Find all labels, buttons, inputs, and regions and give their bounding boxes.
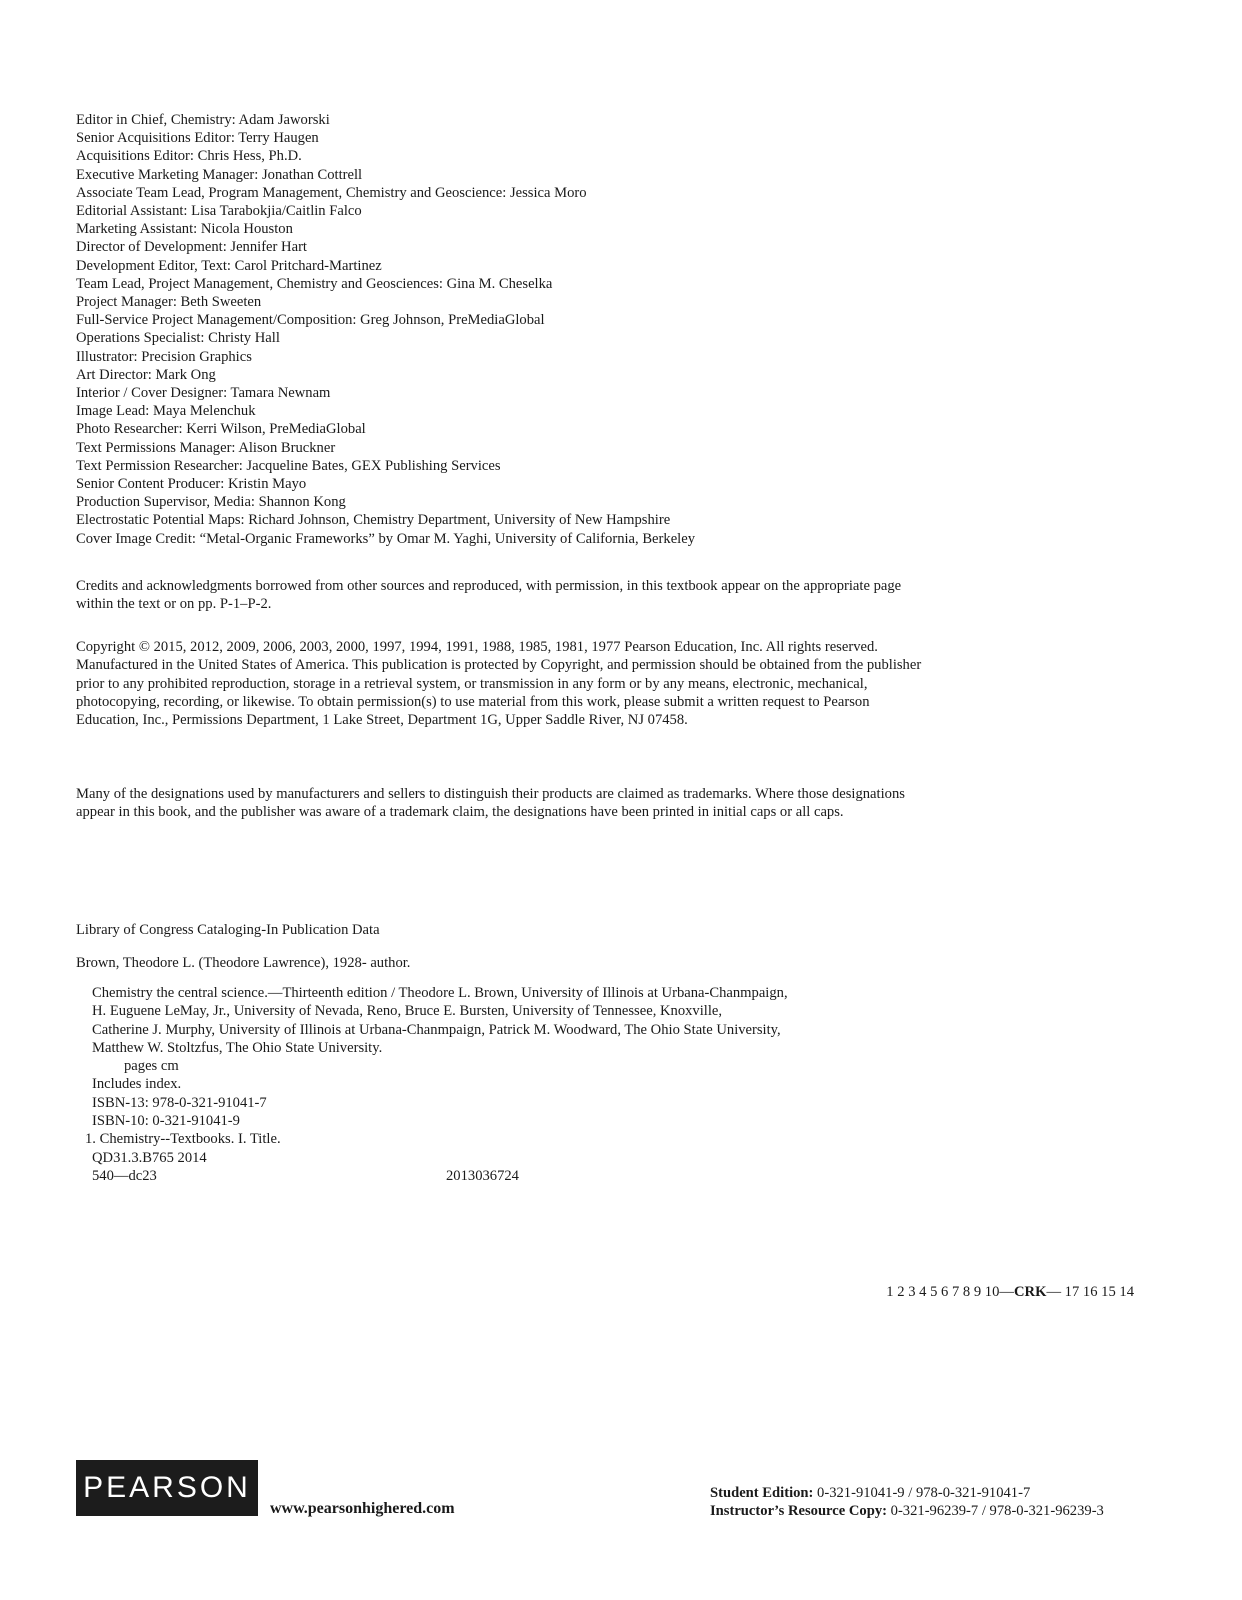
cip-subject: 1. Chemistry--Textbooks. I. Title. <box>85 1131 281 1148</box>
cip-author: Brown, Theodore L. (Theodore Lawrence), 1928- author. <box>76 955 411 971</box>
credit-line: Acquisitions Editor: Chris Hess, Ph.D. <box>76 148 302 165</box>
credit-line: Production Supervisor, Media: Shannon Kong <box>76 494 346 511</box>
cip-isbn13: ISBN-13: 978-0-321-91041-7 <box>92 1094 267 1111</box>
cip-description-line: H. Euguene LeMay, Jr., University of Nevada, Reno, Bruce E. Bursten, University of Tennessee, Knoxville, <box>92 1003 723 1020</box>
credit-line: Associate Team Lead, Program Management, Chemistry and Geoscience: Jessica Moro <box>76 184 587 201</box>
credit-line: Image Lead: Maya Melenchuk <box>76 403 256 420</box>
credit-line: Operations Specialist: Christy Hall <box>76 330 280 347</box>
credit-line: Editorial Assistant: Lisa Tarabokjia/Caitlin Falco <box>76 203 362 220</box>
printer-line-prefix: 1 2 3 4 5 6 7 8 9 10— <box>886 1284 1014 1300</box>
credit-line: Cover Image Credit: “Metal-Organic Frameworks” by Omar M. Yaghi, University of California, Berkeley <box>76 530 696 547</box>
student-edition-value: 0-321-91041-9 / 978-0-321-91041-7 <box>813 1485 1031 1501</box>
cip-description-line: Chemistry the central science.—Thirteenth edition / Theodore L. Brown, University of Illinois at Urbana-Chanmpaign, <box>92 985 788 1001</box>
cip-record <box>85 984 788 1185</box>
credit-line: Illustrator: Precision Graphics <box>76 348 252 365</box>
cip-pages: pages cm <box>124 1058 179 1075</box>
instructor-copy-line <box>710 1502 1104 1520</box>
credit-line: Editor in Chief, Chemistry: Adam Jaworski <box>76 112 330 128</box>
cip-lc-class: QD31.3.B765 2014 <box>92 1149 207 1166</box>
credit-line: Interior / Cover Designer: Tamara Newnam <box>76 385 331 402</box>
cip-lccn: 2013036724 <box>446 1167 519 1184</box>
edition-isbns <box>710 1484 1104 1521</box>
credit-line: Project Manager: Beth Sweeten <box>76 294 262 311</box>
pearson-logo <box>76 1460 258 1516</box>
printer-line <box>886 1284 1134 1301</box>
credit-line: Director of Development: Jennifer Hart <box>76 239 307 256</box>
credit-line: Marketing Assistant: Nicola Houston <box>76 221 293 238</box>
trademark-paragraph: Many of the designations used by manufacturers and sellers to distinguish their products are claimed as trademarks. Where those designations appear in this book, and the publisher was aware of a trademark claim, the designations have been printed in initial caps or all caps. <box>76 786 905 821</box>
printer-line-suffix: — 17 16 15 14 <box>1046 1284 1134 1300</box>
cip-description-line: Catherine J. Murphy, University of Illinois at Urbana-Chanmpaign, Patrick M. Woodward, The Ohio State University, <box>92 1021 781 1038</box>
cip-index: Includes index. <box>92 1076 182 1093</box>
pearson-logo-text: PEARSON <box>83 1471 251 1504</box>
credit-line: Art Director: Mark Ong <box>76 366 216 383</box>
credit-line: Photo Researcher: Kerri Wilson, PreMediaGlobal <box>76 421 366 438</box>
credit-line: Development Editor, Text: Carol Pritchard-Martinez <box>76 257 382 274</box>
credit-line: Executive Marketing Manager: Jonathan Cottrell <box>76 166 363 183</box>
printer-code: CRK <box>1014 1284 1047 1300</box>
credits-acknowledgment-paragraph: Credits and acknowledgments borrowed from other sources and reproduced, with permission, in this textbook appear on the appropriate page within the text or on pp. P-1–P-2. <box>76 578 902 613</box>
credit-line: Team Lead, Project Management, Chemistry and Geosciences: Gina M. Cheselka <box>76 275 553 292</box>
credit-line: Text Permissions Manager: Alison Bruckner <box>76 439 336 456</box>
publisher-url: www.pearsonhighered.com <box>270 1500 455 1517</box>
cip-heading: Library of Congress Cataloging-In Publication Data <box>76 922 380 938</box>
credit-line: Senior Acquisitions Editor: Terry Haugen <box>76 130 319 147</box>
cip-classification-row <box>92 1167 788 1185</box>
credit-line: Full-Service Project Management/Composition: Greg Johnson, PreMediaGlobal <box>76 312 545 329</box>
cip-dewey: 540—dc23 <box>92 1167 157 1184</box>
cip-description-line: Matthew W. Stoltzfus, The Ohio State University. <box>92 1039 383 1056</box>
credit-line: Senior Content Producer: Kristin Mayo <box>76 476 307 493</box>
credit-line: Electrostatic Potential Maps: Richard Johnson, Chemistry Department, University of New Hampshire <box>76 512 671 529</box>
instructor-copy-value: 0-321-96239-7 / 978-0-321-96239-3 <box>887 1503 1104 1520</box>
student-edition-line <box>710 1484 1104 1502</box>
instructor-copy-label: Instructor’s Resource Copy: <box>710 1503 887 1520</box>
staff-credits-list <box>76 111 695 548</box>
student-edition-label: Student Edition: <box>710 1485 814 1501</box>
copyright-paragraph: Copyright © 2015, 2012, 2009, 2006, 2003, 2000, 1997, 1994, 1991, 1988, 1985, 1981, 1977 Pearson Education, Inc. All rights reserved. Manufactured in the United States of America. This publication is protected by Copyright, and permission should be obtained from the publisher prior to any prohibited reproduction, storage in a retrieval system, or transmission in any form or by any means, electronic, mechanical, photocopying, recording, or likewise. To obtain permission(s) to use material from this work, please submit a written request to Pearson Education, Inc., Permissions Department, 1 Lake Street, Department 1G, Upper Saddle River, NJ 07458. <box>76 639 922 729</box>
credit-line: Text Permission Researcher: Jacqueline Bates, GEX Publishing Services <box>76 457 501 474</box>
cip-isbn10: ISBN-10: 0-321-91041-9 <box>92 1113 240 1130</box>
